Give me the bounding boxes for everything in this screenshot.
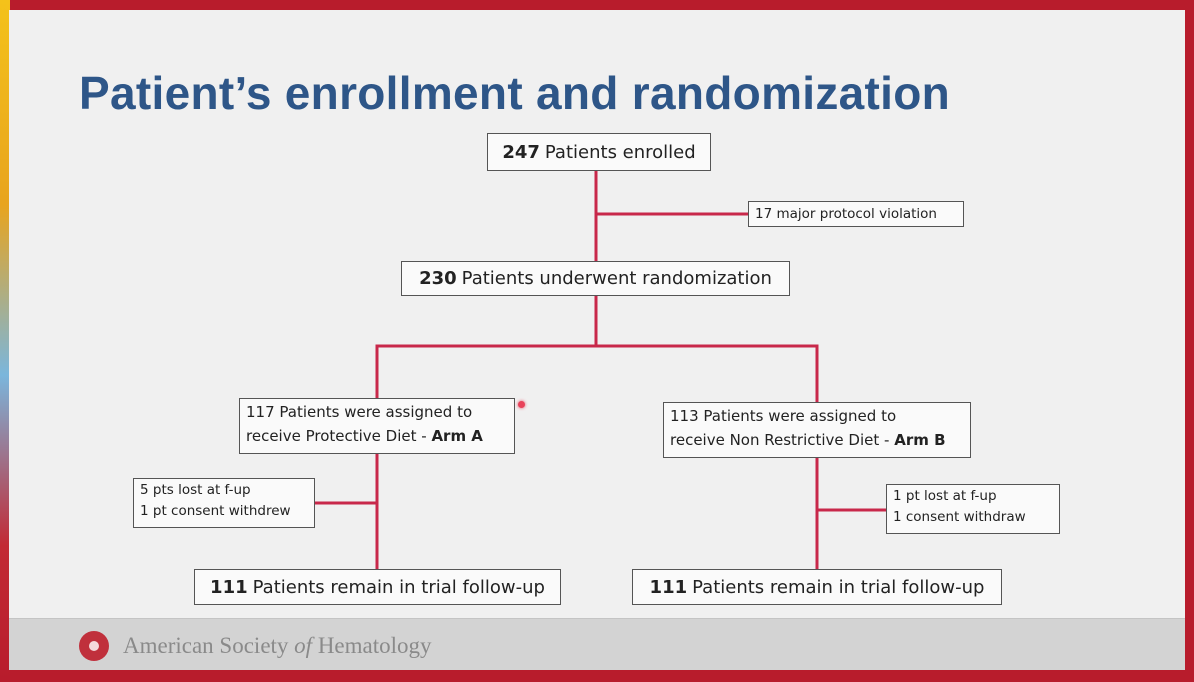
- loss-b-box: [886, 484, 1060, 534]
- remain-a-count: 111: [210, 576, 248, 598]
- loss-a-line2: 1 pt consent withdrew: [140, 503, 291, 519]
- presentation-slide: [9, 10, 1185, 670]
- arm-b-tag: Arm B: [894, 431, 946, 449]
- loss-a-line1: 5 pts lost at f-up: [140, 482, 251, 498]
- slide-title: Patient’s enrollment and randomization: [79, 67, 951, 119]
- arm-a-tag: Arm A: [431, 427, 483, 445]
- randomized-label: Patients underwent randomization: [461, 268, 772, 289]
- violation-label: 17 major protocol violation: [755, 206, 937, 222]
- remain-b-count: 111: [649, 576, 688, 598]
- randomized-count: 230: [419, 268, 457, 289]
- enrolled-label: Patients enrolled: [544, 141, 696, 163]
- loss-a-box: [133, 478, 315, 528]
- arm-b-line2-wrap: [670, 428, 970, 452]
- slide-footer: [9, 618, 1185, 670]
- ash-logo-icon: [79, 631, 109, 661]
- arm-a-box: [239, 398, 515, 454]
- violation-box: [748, 201, 964, 227]
- remain-a-box: [194, 569, 561, 605]
- footer-org-part1: American Society: [123, 633, 295, 658]
- remain-b-box: [632, 569, 1002, 605]
- arm-b-line2: receive Non Restrictive Diet -: [670, 431, 895, 449]
- remain-a-label: Patients remain in trial follow-up: [252, 576, 545, 598]
- footer-org-part2: Hematology: [312, 633, 432, 658]
- arm-a-line2-wrap: [246, 424, 514, 448]
- arm-a-line1: 117 Patients were assigned to: [246, 403, 473, 421]
- loss-b-line2: 1 consent withdraw: [893, 509, 1026, 525]
- enrolled-count: 247: [502, 141, 540, 163]
- loss-b-line1: 1 pt lost at f-up: [893, 488, 997, 504]
- footer-organization: [123, 633, 432, 659]
- footer-org-of: of: [294, 633, 313, 658]
- enrolled-box: [487, 133, 711, 171]
- arm-b-line1: 113 Patients were assigned to: [670, 407, 897, 425]
- randomized-box: [401, 261, 790, 296]
- arm-a-line2: receive Protective Diet -: [246, 427, 432, 445]
- laser-pointer-dot: [518, 401, 525, 408]
- arm-b-box: [663, 402, 971, 458]
- remain-b-label: Patients remain in trial follow-up: [692, 576, 985, 598]
